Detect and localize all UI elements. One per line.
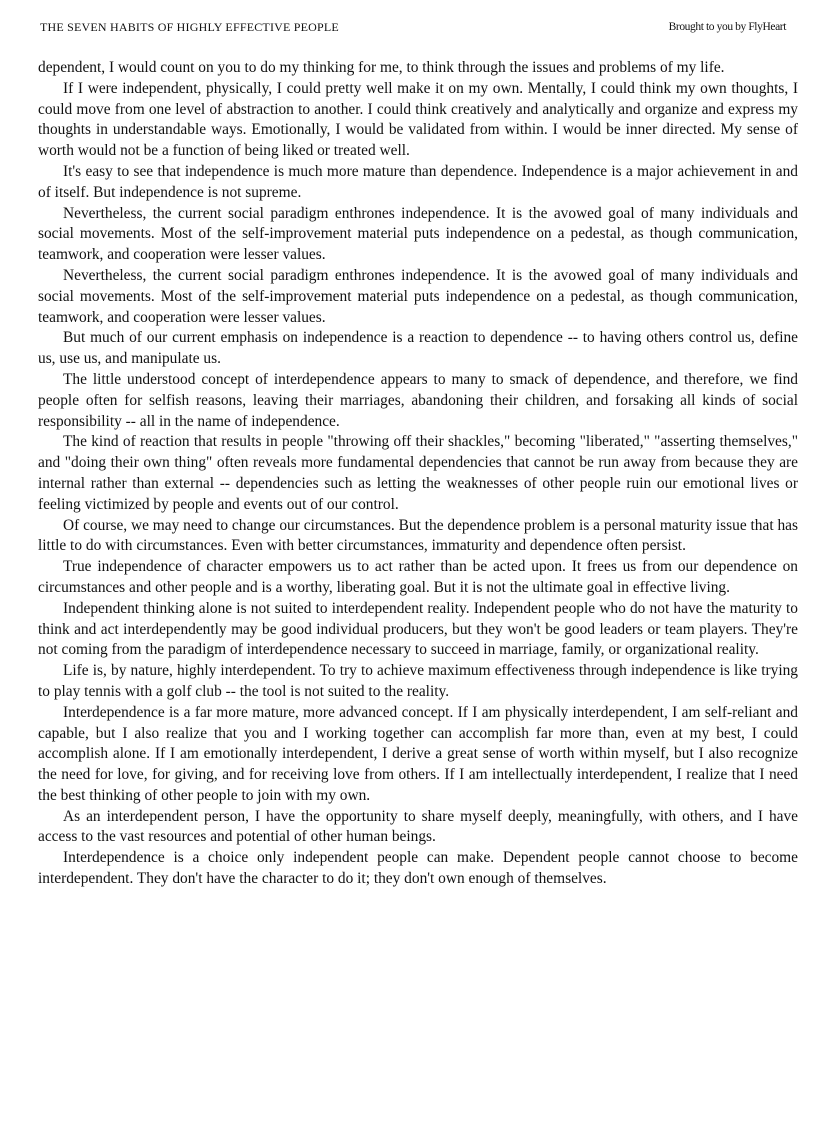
paragraph: The little understood concept of interdependence appears to many to smack of dependence, and therefore, we find people often for selfish reasons, leaving their marriages, abandoning their children, and forsaking all kinds of social responsibility -- all in the name of independence. — [38, 370, 798, 430]
paragraph: It's easy to see that independence is much more mature than dependence. Independence is a major achievement in and of itself. But independence is not supreme. — [38, 162, 798, 201]
paragraph: Of course, we may need to change our circumstances. But the dependence problem is a personal maturity issue that has little to do with circumstances. Even with better circumstances, immaturity and dependence often persist. — [38, 516, 798, 555]
paragraph: Life is, by nature, highly interdependent. To try to achieve maximum effectiveness through independence is like trying to play tennis with a golf club -- the tool is not suited to the reality. — [38, 662, 798, 700]
paragraph: If I were independent, physically, I could pretty well make it on my own. Mentally, I could think my own thoughts, I could move from one level of abstraction to another. I could think creatively and analytically and organize and express my thoughts in understandable ways. Emotionally, I would be validated from within. I would be inner directed. My sense of worth would not be a function of being liked or treated well. — [38, 79, 798, 160]
paragraph: Independent thinking alone is not suited to interdependent reality. Independent people who do not have the maturity to think and act interdependently may be good individual producers, but they won't be good leaders or team players. They're not coming from the paradigm of interdependence necessary to succeed in marriage, family, or organizational reality. — [38, 599, 798, 659]
body-text — [38, 58, 798, 890]
page-header — [40, 18, 786, 36]
paragraph: Nevertheless, the current social paradigm enthrones independence. It is the avowed goal of many individuals and social movements. Most of the self-improvement material puts independence on a pedestal, as though communication, teamwork, and cooperation were lesser values. — [38, 204, 798, 264]
credit-line: Brought to you by FlyHeart — [668, 21, 786, 33]
paragraph: Interdependence is a far more mature, more advanced concept. If I am physically interdependent, I am self-reliant and capable, but I also realize that you and I working together can accomplish far more than, even at my best, I could accomplish alone. If I am emotionally interdependent, I derive a great sense of worth within myself, but I also recognize the need for love, for giving, and for receiving love from others. If I am intellectually interdependent, I realize that I need the best thinking of other people to join with my own. — [38, 703, 798, 804]
paragraph: Interdependence is a choice only independent people can make. Dependent people cannot choose to become interdependent. They don't have the character to do it; they don't own enough of themselves. — [38, 849, 798, 888]
paragraph: But much of our current emphasis on independence is a reaction to dependence -- to having others control us, define us, use us, and manipulate us. — [38, 329, 798, 368]
book-title: THE SEVEN HABITS OF HIGHLY EFFECTIVE PEOPLE — [40, 20, 339, 34]
paragraph: As an interdependent person, I have the opportunity to share myself deeply, meaningfully, with others, and I have access to the vast resources and potential of other human beings. — [38, 807, 798, 846]
paragraph: The kind of reaction that results in people "throwing off their shackles," becoming "liberated," "asserting themselves," and "doing their own thing" often reveals more fundamental dependencies that cannot be run away from because they are internal rather than external -- dependencies such as letting the weaknesses of other people ruin our emotional lives or feeling victimized by people and events out of our control. — [38, 433, 798, 513]
paragraph: dependent, I would count on you to do my thinking for me, to think through the issues and problems of my life. — [38, 59, 725, 76]
paragraph: True independence of character empowers us to act rather than be acted upon. It frees us from our dependence on circumstances and other people and is a worthy, liberating goal. But it is not the ultimate goal in effective living. — [38, 558, 798, 596]
paragraph: Nevertheless, the current social paradigm enthrones independence. It is the avowed goal of many individuals and social movements. Most of the self-improvement material puts independence on a pedestal, as though communication, teamwork, and cooperation were lesser values. — [38, 266, 798, 326]
